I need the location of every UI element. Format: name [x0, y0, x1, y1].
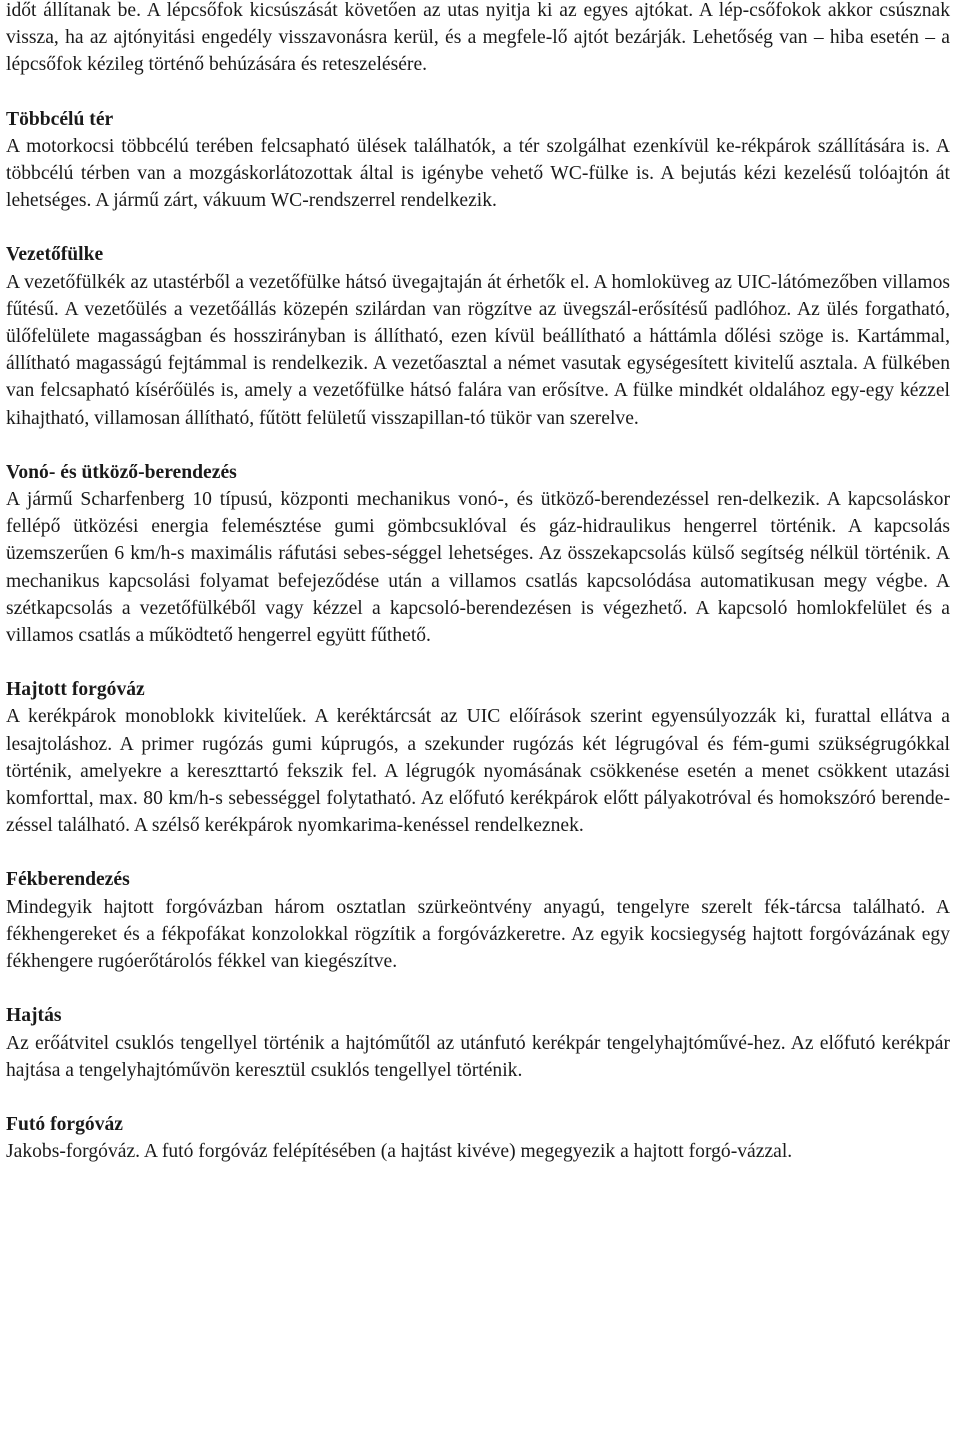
section-paragraph: Az erőátvitel csuklós tengellyel történik a hajtóműtől az utánfutó kerékpár tengelyhajtóművé-hez. Az előfutó kerékpár hajtása a tengelyhajtóművön keresztül csuklós tengellyel történik. [6, 1032, 950, 1081]
section-paragraph: A vezetőfülkék az utastérből a vezetőfülke hátsó üvegajtaján át érhetők el. A homloküveg az UIC-látómezőben villamos fűtésű. A vezetőülés a vezetőállás közepén szilárdan van rögzítve az üvegszál-erősítésű padlóhoz. Az ülés forgatható, ülőfelülete magasságban és hosszirányban is állítható, ezen kívül beállítható a háttámla dőlési szöge is. Kartámmal, állítható magasságú fejtámmal is rendelkezik. A vezetőasztal a német vasutak egységesített kivitelű asztala. A fülkében van felcsapható kísérőülés is, amely a vezetőfülke hátsó falára van erősítve. A fülke mindkét oldalához egy-egy kézzel kihajtható, villamosan állítható, fűtött felületű visszapillan-tó tükör van szerelve. [6, 271, 950, 429]
section-paragraph: A jármű Scharfenberg 10 típusú, központi mechanikus vonó-, és ütköző-berendezéssel ren-delkezik. A kapcsoláskor fellépő ütközési energia felemésztése gumi gömbcsuklóval és gáz-hidraulikus hengerrel történik. A kapcsolás üzemszerűen 6 km/h-s maximális ráfutási sebes-séggel lehetséges. Az összekapcsolás külső segítség nélkül történik. A mechanikus kapcsolási folyamat befejeződése után a villamos csatlás kapcsolódása automatikusan megy végbe. A szétkapcsolás a vezetőfülkéből vagy kézzel a kapcsoló-berendezésen is végezhető. A kapcsoló homlokfelület és a villamos csatlás a működtető hengerrel együtt fűthető. [6, 489, 950, 647]
section-trailing-bogie [6, 1111, 950, 1165]
section-heading: Vezetőfülke [6, 244, 104, 266]
section-coupler [6, 459, 950, 649]
section-heading: Többcélú tér [6, 108, 114, 130]
section-multipurpose-space [6, 106, 950, 215]
section-heading: Vonó- és ütköző-berendezés [6, 461, 237, 483]
section-driver-cab [6, 241, 950, 431]
section-brakes [6, 866, 950, 975]
section-powered-bogie [6, 676, 950, 839]
section-heading: Futó forgóváz [6, 1113, 123, 1135]
section-drive [6, 1002, 950, 1084]
section-paragraph: A kerékpárok monoblokk kivitelűek. A keréktárcsát az UIC előírások szerint egyensúlyozzák ki, furattal ellátva a lesajtoláshoz. A primer rugózás gumi kúprugós, a szekunder rugózás két légrugóval és fém-gumi szükségrugókkal történik, amelyekre a kereszttartó fekszik fel. A légrugók nyomásának csökkenése esetén a menet csökkent utazási komforttal, max. 80 km/h-s sebességgel folytatható. Az előfutó kerékpárok előtt pályakotróval és homokszóró berende-zéssel található. A szélső kerékpárok nyomkarima-kenéssel rendelkeznek. [6, 706, 950, 837]
section-paragraph: Jakobs-forgóváz. A futó forgóváz felépítésében (a hajtást kivéve) megegyezik a hajtott forgó-vázzal. [6, 1141, 793, 1163]
section-paragraph: A motorkocsi többcélú terében felcsapható ülések találhatók, a tér szolgálhat ezenkívül ke-rékpárok szállítására is. A többcélú térben van a mozgáskorlátozottak által is igénybe vehető WC-fülke is. A bejutás kézi kezelésű tolóajtón át lehetséges. A jármű zárt, vákuum WC-rendszerrel rendelkezik. [6, 135, 950, 212]
intro-paragraph: időt állítanak be. A lépcsőfok kicsúszását követően az utas nyitja ki az egyes ajtókat. A lép-csőfokok akkor csúsznak vissza, ha az ajtónyitási engedély visszavonásra kerül, és a megfele-lő ajtót bezárják. Lehetőség van – hiba esetén – a lépcsőfok kézileg történő behúzására és reteszelésére. [6, 0, 950, 76]
section-heading: Hajtott forgóváz [6, 679, 145, 701]
section-heading: Hajtás [6, 1005, 62, 1027]
section-paragraph: Mindegyik hajtott forgóvázban három osztatlan szürkeöntvény anyagú, tengelyre szerelt fék-tárcsa található. A fékhengereket és a fékpofákat konzolokkal rögzítik a forgóvázkeretre. Az egyik kocsiegység hajtott forgóvázának egy fékhengere rugóerőtárolós fékkel van kiegészítve. [6, 896, 950, 973]
section-heading: Fékberendezés [6, 869, 130, 891]
